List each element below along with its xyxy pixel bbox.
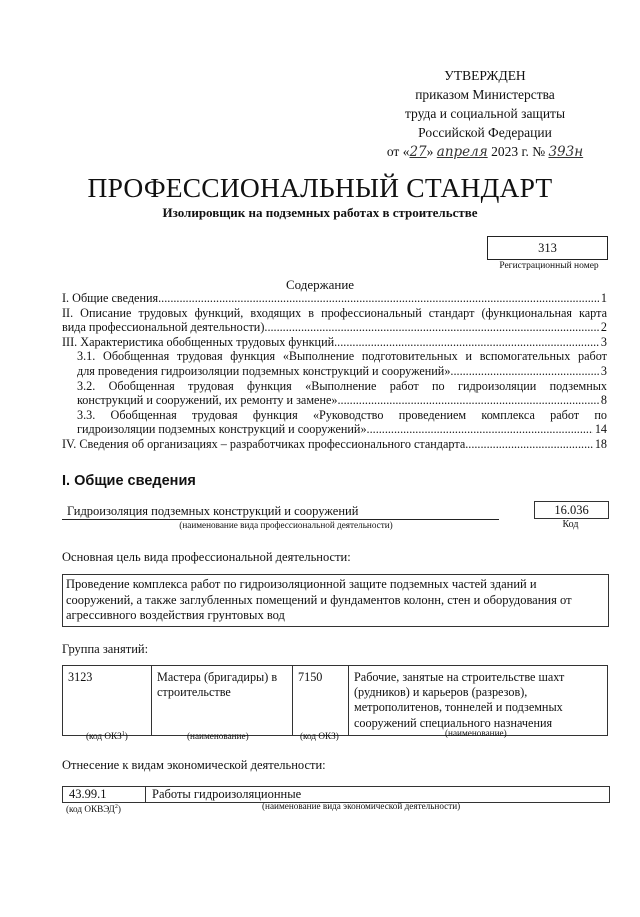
activity-name-caption: (наименование вида профессиональной деятельности) xyxy=(179,520,393,530)
approval-line: УТВЕРЖДЕН xyxy=(444,68,526,83)
okz-code-cell: 7150 xyxy=(293,666,349,736)
occupation-group-table xyxy=(62,665,608,736)
toc-item-line[interactable]: 3.3. Обобщенная трудовая функция «Руководство проведением комплекса работ по xyxy=(77,407,607,422)
activity-code-label: Код xyxy=(562,519,579,530)
approval-line: труда и социальной защиты xyxy=(404,106,566,121)
toc-heading: Содержание xyxy=(285,277,355,292)
toc-item-line[interactable]: 3.2. Обобщенная трудовая функция «Выполнение работ по гидроизоляции подземных xyxy=(77,378,607,393)
group-caption: (наименование) xyxy=(187,731,249,741)
toc-item[interactable]: конструкций и сооружений, их ремонту и замене» ..... 8 xyxy=(77,393,607,408)
okved-code-caption: (код ОКВЭД$^2$) xyxy=(66,804,121,815)
divider xyxy=(145,787,146,802)
registration-number-label: Регистрационный номер xyxy=(499,261,599,271)
toc-item[interactable]: III. Характеристика обобщенных трудовых функций ..... 3 xyxy=(62,335,607,350)
activity-name: Гидроизоляция подземных конструкций и сооружений xyxy=(62,504,499,520)
document-subtitle: Изолировщик на подземных работах в строительстве xyxy=(162,205,478,220)
okz-name-cell: Рабочие, занятые на строительстве шахт (рудников) и карьеров (разрезов), метрополитенов, тоннелей и подземных сооружений специального назначения xyxy=(349,666,608,736)
okved-code: 43.99.1 xyxy=(69,787,107,801)
order-month: апреля xyxy=(436,144,488,160)
activity-code: 16.036 xyxy=(534,501,609,519)
toc-item[interactable]: IV. Сведения об организациях – разработчиках профессионального стандарта ..... 18 xyxy=(62,437,607,452)
goal-label: Основная цель вида профессиональной деятельности: xyxy=(62,550,351,564)
toc-item[interactable]: вида профессиональной деятельности) ..... 2 xyxy=(62,320,607,335)
toc-item-line[interactable]: 3.1. Обобщенная трудовая функция «Выполнение подготовительных и вспомогательных работ xyxy=(77,349,607,364)
toc-item[interactable]: I. Общие сведения ..... 1 xyxy=(62,291,607,306)
goal-box: Проведение комплекса работ по гидроизоляционной защите подземных частей зданий и сооружений, а также заглубленных помещений и фундаментов колонн, стен и оборудования от агрессивного воздействия грунтовых вод xyxy=(62,574,609,627)
toc-item[interactable]: для проведения гидроизоляции подземных конструкций и сооружений» ..... 3 xyxy=(77,364,607,379)
okved-name: Работы гидроизоляционные xyxy=(152,787,302,801)
table-of-contents xyxy=(62,291,607,452)
toc-item[interactable]: гидроизоляции подземных конструкций и сооружений» ..... 14 xyxy=(77,422,607,437)
order-day: 27 xyxy=(409,144,427,160)
group-caption: (код ОКЗ$^1$) xyxy=(86,731,128,742)
approval-line: приказом Министерства xyxy=(415,87,555,102)
okved-name-caption: (наименование вида экономической деятельности) xyxy=(262,801,461,811)
document-title: ПРОФЕССИОНАЛЬНЫЙ СТАНДАРТ xyxy=(87,172,553,203)
order-number: 393н xyxy=(548,144,584,160)
approval-order-line: от «27» апреля 2023 г. № 393н xyxy=(386,144,584,160)
approval-line: Российской Федерации xyxy=(418,125,552,140)
group-caption: (код ОКЗ) xyxy=(300,731,339,741)
okz-code-cell: 3123 xyxy=(63,666,152,736)
group-label: Группа занятий: xyxy=(62,642,149,656)
approval-block xyxy=(360,66,610,162)
section-heading: I. Общие сведения xyxy=(62,473,196,489)
table-row xyxy=(63,666,608,736)
registration-number-box: 313 xyxy=(487,236,608,260)
toc-item-line[interactable]: II. Описание трудовых функций, входящих в профессиональный стандарт (функциональная карта xyxy=(62,305,607,320)
group-caption: (наименование) xyxy=(445,728,507,738)
okz-name-cell: Мастера (бригадиры) в строительстве xyxy=(152,666,293,736)
econ-label: Отнесение к видам экономической деятельности: xyxy=(62,758,326,772)
